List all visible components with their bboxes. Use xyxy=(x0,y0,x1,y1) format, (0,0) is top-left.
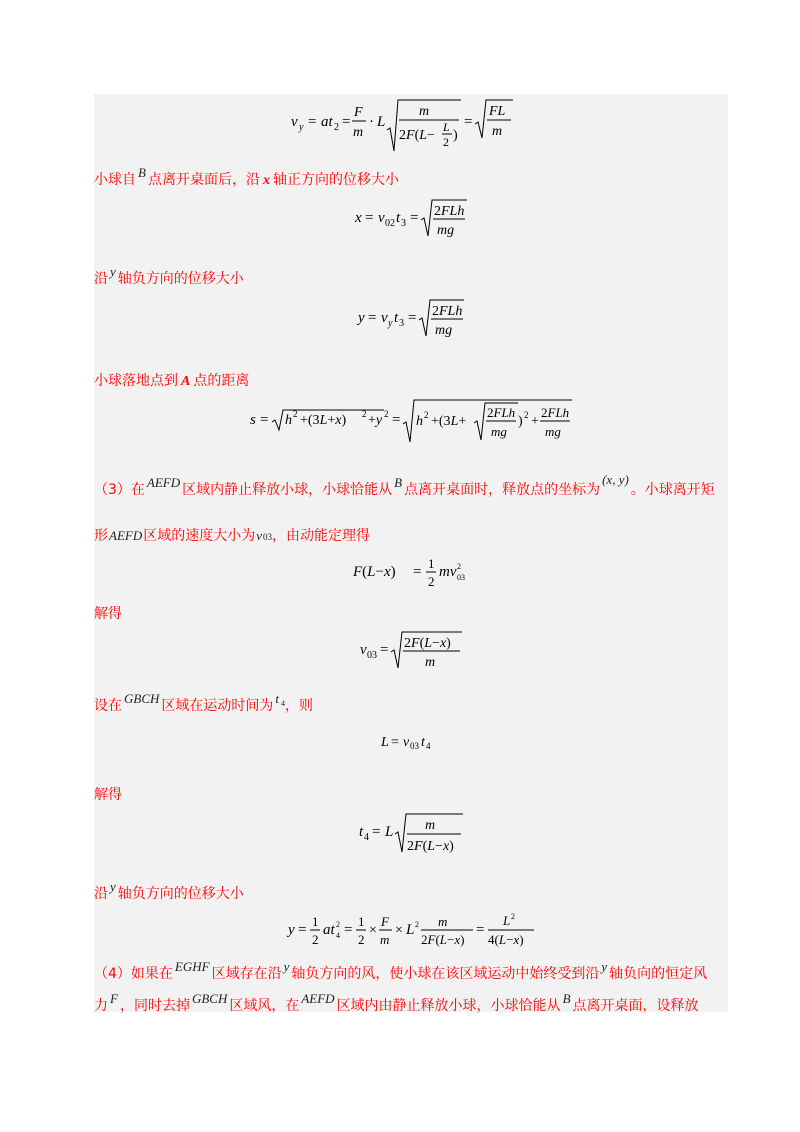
text-span: （3）在 xyxy=(94,482,145,498)
svg-text:4: 4 xyxy=(426,741,431,751)
paragraph-4-line-2 xyxy=(94,991,699,1015)
svg-text:x: x xyxy=(355,210,362,226)
text-span: 点离开桌面，设释放 xyxy=(572,998,699,1014)
svg-text:FL: FL xyxy=(489,104,506,119)
svg-text:=: = xyxy=(408,310,417,326)
svg-text:+(3L+: +(3L+ xyxy=(431,414,467,429)
svg-text:2: 2 xyxy=(524,410,529,420)
svg-text:=: = xyxy=(413,564,422,580)
svg-text:m: m xyxy=(492,124,503,139)
svg-text:m: m xyxy=(438,914,448,929)
svg-text:2F(L−: 2F(L− xyxy=(399,128,435,143)
svg-text:1: 1 xyxy=(312,914,319,929)
equation-x xyxy=(94,196,728,244)
symbol-B: B xyxy=(562,991,571,1006)
svg-text:t: t xyxy=(421,735,425,750)
equation-L xyxy=(94,730,728,756)
svg-text:=: = xyxy=(372,824,381,840)
symbol-y: y xyxy=(110,879,116,894)
svg-text:F: F xyxy=(381,914,389,929)
svg-text:L: L xyxy=(385,824,394,840)
svg-text:y: y xyxy=(288,922,295,938)
svg-text:v: v xyxy=(291,114,298,130)
svg-text:=: = xyxy=(260,412,269,428)
text-span: 区域风，在 xyxy=(229,998,300,1014)
svg-text:t: t xyxy=(396,210,401,226)
paragraph-4-line-1 xyxy=(94,959,708,983)
svg-text:1: 1 xyxy=(428,556,435,571)
svg-text:=: = xyxy=(308,114,317,130)
symbol-AEFD: AEFD xyxy=(146,475,181,490)
svg-text:+y: +y xyxy=(368,413,383,428)
text-span: 形 xyxy=(94,528,108,544)
text-span: 点离开桌面时，释放点的坐标为 xyxy=(404,482,601,498)
svg-text:2F(L−x): 2F(L−x) xyxy=(421,932,465,947)
svg-text:×: × xyxy=(369,923,377,938)
text-line-y-displacement xyxy=(94,264,244,288)
svg-text:02: 02 xyxy=(385,218,395,229)
svg-text:1: 1 xyxy=(358,914,365,929)
symbol-y: y xyxy=(110,264,116,279)
text-span: 沿 xyxy=(94,271,108,287)
svg-text:=: = xyxy=(380,642,389,658)
text-span: ，由动能定理得 xyxy=(272,528,370,544)
text-span: 轴负方向的风，使小球在该区域运动中始终受到沿 xyxy=(291,966,600,982)
svg-text:F: F xyxy=(354,105,363,120)
svg-text:·: · xyxy=(369,114,374,130)
symbol-B: B xyxy=(138,165,146,180)
svg-text:h: h xyxy=(416,414,423,429)
text-line-x-displacement xyxy=(94,165,399,190)
symbol-A: A xyxy=(181,374,191,389)
svg-text:m: m xyxy=(380,932,390,947)
text-span: 小球自 xyxy=(94,172,136,188)
svg-text:t: t xyxy=(359,824,364,840)
text-span: 沿 xyxy=(94,886,108,902)
svg-text:2F(L−x): 2F(L−x) xyxy=(407,839,454,854)
svg-text:v: v xyxy=(381,310,388,326)
svg-text:2: 2 xyxy=(362,409,367,419)
svg-text:2: 2 xyxy=(457,562,461,571)
svg-text:L: L xyxy=(377,114,386,130)
text-span: ，则 xyxy=(285,698,314,714)
svg-text:y: y xyxy=(299,122,304,133)
equation-y xyxy=(94,296,728,344)
svg-text:=: = xyxy=(298,922,307,938)
svg-text:4(L−x): 4(L−x) xyxy=(488,932,524,947)
symbol-y: y xyxy=(283,959,290,974)
svg-text:2FLh: 2FLh xyxy=(432,304,463,319)
svg-text:mg: mg xyxy=(545,424,561,439)
svg-text:2FLh: 2FLh xyxy=(541,405,570,420)
svg-text:4: 4 xyxy=(336,931,340,940)
svg-text:v: v xyxy=(403,735,410,750)
svg-text:v: v xyxy=(360,642,367,658)
svg-text:F(L−x): F(L−x) xyxy=(353,564,396,580)
symbol-t: t xyxy=(275,691,280,706)
text-span: 轴负方向的位移大小 xyxy=(117,886,244,902)
svg-text:mg: mg xyxy=(491,424,507,439)
symbol-GBCH: GBCH xyxy=(191,991,228,1006)
svg-text:3: 3 xyxy=(401,218,406,229)
svg-text:at: at xyxy=(323,922,335,938)
svg-text:03: 03 xyxy=(367,650,377,661)
svg-text:v: v xyxy=(378,210,385,226)
svg-text:2: 2 xyxy=(358,932,365,947)
svg-text:2: 2 xyxy=(415,920,419,929)
svg-text:2: 2 xyxy=(312,932,319,947)
svg-text:L: L xyxy=(503,913,511,928)
svg-text:2: 2 xyxy=(293,409,298,419)
symbol-B: B xyxy=(394,475,403,490)
equation-v03 xyxy=(94,628,728,676)
svg-text:4: 4 xyxy=(364,832,369,843)
symbol-x: x xyxy=(262,173,270,188)
text-span: 小球落地点到 xyxy=(94,373,178,389)
text-span: 点的距离 xyxy=(193,373,250,389)
symbol-GBCH: GBCH xyxy=(124,691,160,706)
svg-text:3: 3 xyxy=(399,318,404,329)
text-line-y-displacement-2 xyxy=(94,879,244,903)
svg-text:2: 2 xyxy=(384,409,389,419)
equation-y-final xyxy=(94,910,728,954)
symbol-EGHF: EGHF xyxy=(174,959,210,974)
svg-text:L: L xyxy=(443,120,450,134)
svg-text:=: = xyxy=(392,412,401,428)
text-span: 轴负方向的位移大小 xyxy=(117,271,244,287)
svg-text:+(3L+x): +(3L+x) xyxy=(300,413,347,428)
svg-text:+: + xyxy=(531,414,539,429)
text-span: 解得 xyxy=(94,787,122,803)
svg-text:mg: mg xyxy=(437,223,455,238)
equation-energy xyxy=(94,552,728,592)
svg-text:2: 2 xyxy=(428,574,435,589)
text-jie-1 xyxy=(94,605,122,623)
text-span: 轴正方向的位移大小 xyxy=(272,172,399,188)
text-span: 区域存在沿 xyxy=(211,966,282,982)
text-span: 设在 xyxy=(94,698,122,714)
svg-text:=: = xyxy=(476,922,485,938)
svg-text:03: 03 xyxy=(457,573,465,582)
text-jie-2 xyxy=(94,786,122,804)
svg-text:2: 2 xyxy=(334,122,339,133)
text-span: 区域内静止释放小球，小球恰能从 xyxy=(182,482,393,498)
symbol-AEFD: AEFD xyxy=(301,991,335,1006)
svg-text:): ) xyxy=(518,414,523,429)
text-span: （4）如果在 xyxy=(94,966,173,982)
svg-text:=: = xyxy=(342,114,351,130)
svg-text:=: = xyxy=(410,210,419,226)
symbol-F: F xyxy=(110,991,118,1006)
svg-text:m: m xyxy=(353,125,364,140)
svg-text:m: m xyxy=(425,818,436,833)
svg-text:2: 2 xyxy=(443,135,449,149)
svg-text:): ) xyxy=(453,128,458,143)
text-span: 区域内由静止释放小球，小球恰能从 xyxy=(336,998,561,1014)
svg-text:=: = xyxy=(464,114,473,130)
symbol-v: v xyxy=(256,528,262,543)
svg-text:m: m xyxy=(425,655,436,670)
svg-text:=: = xyxy=(368,310,377,326)
svg-text:mg: mg xyxy=(435,323,453,338)
text-span: 解得 xyxy=(94,606,122,622)
text-span: 力 xyxy=(94,998,108,1014)
text-span: 区域在运动时间为 xyxy=(161,698,274,714)
equation-t4 xyxy=(94,808,728,858)
text-span: 点离开桌面后，沿 xyxy=(147,172,260,188)
svg-text:t: t xyxy=(394,310,399,326)
text-line-time xyxy=(94,691,314,717)
symbol-subscript: 4 xyxy=(281,699,286,708)
svg-text:=: = xyxy=(391,735,399,750)
svg-text:y: y xyxy=(358,310,365,326)
text-span: 区域的速度大小为 xyxy=(143,528,256,544)
paragraph-3-line-2 xyxy=(94,527,370,546)
svg-text:at: at xyxy=(321,114,333,130)
svg-text:mv: mv xyxy=(439,564,457,580)
paragraph-3-line-1 xyxy=(94,472,715,499)
svg-text:2FLh: 2FLh xyxy=(487,405,516,420)
svg-text:y: y xyxy=(388,318,393,329)
svg-text:m: m xyxy=(419,104,430,119)
svg-text:h: h xyxy=(285,413,292,428)
svg-text:2: 2 xyxy=(511,912,515,921)
symbol-xy: (x, y) xyxy=(602,472,629,487)
equation-vy xyxy=(94,96,728,158)
svg-text:2: 2 xyxy=(424,410,429,420)
svg-text:×: × xyxy=(395,923,403,938)
text-line-distance xyxy=(94,372,249,391)
text-span: 。小球离开矩 xyxy=(630,482,715,498)
equation-s xyxy=(94,396,728,446)
symbol-y: y xyxy=(601,959,608,974)
text-span: ，同时去掉 xyxy=(119,998,190,1014)
svg-text:2: 2 xyxy=(336,920,340,929)
svg-text:03: 03 xyxy=(410,741,419,751)
svg-text:L: L xyxy=(381,735,389,750)
symbol-subscript: 03 xyxy=(263,532,272,542)
svg-text:s: s xyxy=(250,412,256,428)
svg-text:2FLh: 2FLh xyxy=(434,204,465,219)
svg-text:=: = xyxy=(365,210,374,226)
text-span: 轴负向的恒定风 xyxy=(609,966,708,982)
svg-text:=: = xyxy=(344,922,353,938)
svg-text:L: L xyxy=(406,922,415,938)
symbol-AEFD: AEFD xyxy=(109,528,143,543)
svg-text:2F(L−x): 2F(L−x) xyxy=(404,636,451,651)
